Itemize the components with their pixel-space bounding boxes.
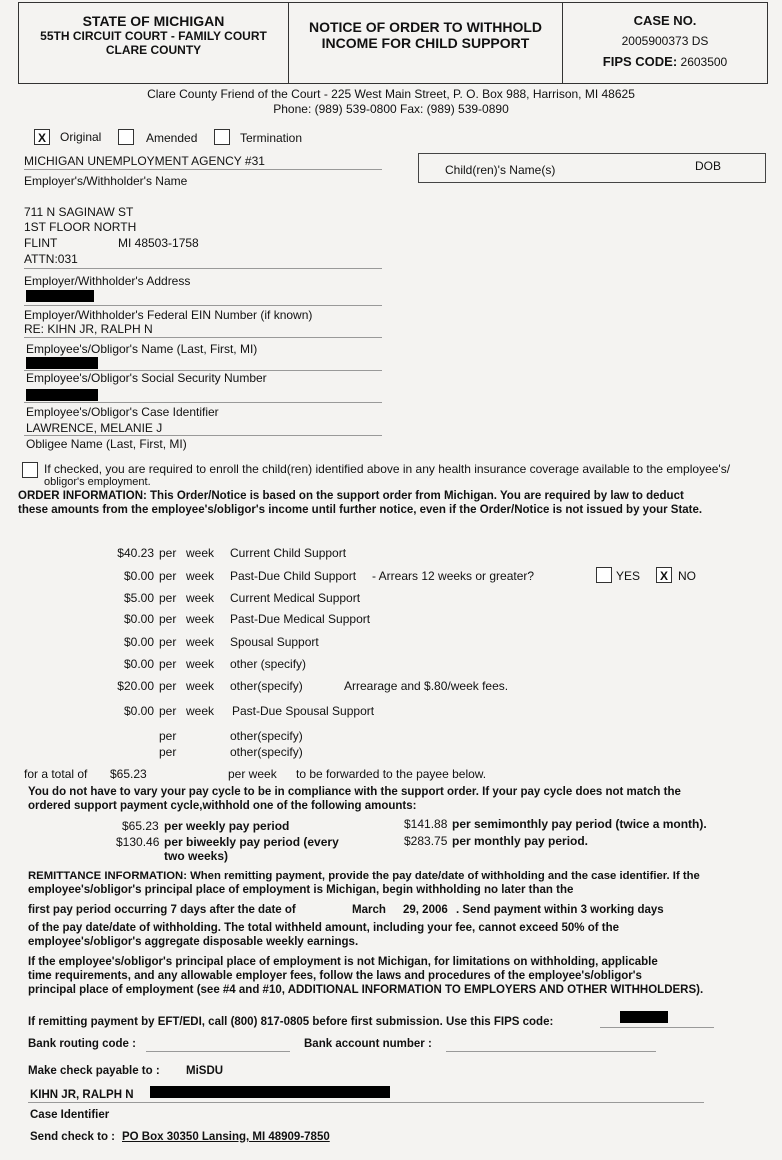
- employer-attn: ATTN:031: [24, 252, 78, 266]
- total-text: to be forwarded to the payee below.: [296, 767, 487, 781]
- payment-desc: other (specify): [230, 657, 307, 671]
- payment-amount: $0.00: [123, 569, 154, 583]
- payment-per: per: [159, 657, 177, 671]
- case-no: 2005900373 DS: [621, 34, 709, 48]
- biweekly-text-2: two weeks): [164, 849, 229, 863]
- payment-desc: Spousal Support: [230, 635, 319, 649]
- payment-amount: $0.00: [123, 657, 154, 671]
- biweekly-amount: $130.46: [116, 835, 160, 849]
- amended-label: Amended: [146, 131, 198, 145]
- ein-label: Employer/Withholder's Federal EIN Number (if known): [24, 308, 313, 322]
- monthly-text: per monthly pay period.: [452, 834, 589, 848]
- payment-desc: Past-Due Spousal Support: [232, 704, 375, 718]
- obligee-name: LAWRENCE, MELANIE J: [26, 421, 163, 435]
- payment-specify: Arrearage and $.80/week fees.: [344, 679, 509, 693]
- payment-per: per: [159, 612, 177, 626]
- payment-per: per: [159, 729, 177, 743]
- payment-desc: Current Medical Support: [230, 591, 361, 605]
- redacted-ein: [26, 290, 94, 302]
- fips-code: 2603500: [680, 55, 728, 69]
- payment-period: week: [186, 591, 215, 605]
- biweekly-text: per biweekly pay period (every: [164, 835, 339, 849]
- title-line-2: INCOME FOR CHILD SUPPORT: [321, 35, 530, 51]
- semimonthly-amount: $141.88: [404, 817, 448, 831]
- payment-per: per: [159, 591, 177, 605]
- remit-first-pay: first pay period occurring 7 days after the date of: [28, 904, 296, 916]
- court-info: [19, 3, 289, 83]
- remit-send: . Send payment within 3 working days: [456, 904, 664, 916]
- payment-desc: Past-Due Medical Support: [230, 612, 371, 626]
- payment-amount: $0.00: [123, 612, 154, 626]
- weekly-amount: $65.23: [122, 819, 159, 833]
- remit-date: 29, 2006: [403, 904, 448, 916]
- health-insurance-checkbox[interactable]: [22, 462, 38, 478]
- payment-amount: $0.00: [123, 704, 154, 718]
- send-check-label: Send check to :: [30, 1131, 115, 1143]
- remit-6: If the employee's/obligor's principal place of employment is not Michigan, for limitations on withholding, applicable: [28, 956, 658, 968]
- redacted-case-id: [26, 389, 98, 401]
- payment-amount: $40.23: [117, 546, 154, 560]
- payment-period: week: [186, 546, 215, 560]
- redacted-check-case: [150, 1086, 390, 1098]
- amended-checkbox[interactable]: [118, 129, 134, 145]
- form-header: [18, 2, 768, 84]
- payment-desc: other(specify): [230, 679, 303, 693]
- payment-per: per: [159, 569, 177, 583]
- order-info-2: these amounts from the employee's/obligor's income until further notice, even if the Order/Notice is not issued by your State.: [18, 504, 703, 516]
- original-checkbox[interactable]: X: [34, 129, 50, 145]
- termination-label: Termination: [240, 131, 303, 145]
- foc-phone: Phone: (989) 539-0800 Fax: (989) 539-0890: [273, 102, 509, 116]
- redacted-ssn: [26, 357, 98, 369]
- weekly-text: per weekly pay period: [164, 819, 290, 833]
- obligee-label: Obligee Name (Last, First, MI): [26, 437, 187, 451]
- payment-per: per: [159, 704, 177, 718]
- arrears-no-label: NO: [678, 569, 696, 583]
- employer-address-label: Employer/Withholder's Address: [24, 274, 191, 288]
- children-names-label: Child(ren)'s Name(s): [445, 163, 556, 177]
- remit-5: employee's/obligor's aggregate disposable weekly earnings.: [28, 936, 359, 948]
- payable-label: Make check payable to :: [28, 1065, 160, 1077]
- total-amount: $65.23: [110, 767, 147, 781]
- court-name: 55TH CIRCUIT COURT - FAMILY COURT: [40, 29, 267, 43]
- payment-period: week: [186, 612, 215, 626]
- case-no-label: CASE NO.: [633, 13, 697, 28]
- employer-name: MICHIGAN UNEMPLOYMENT AGENCY #31: [24, 154, 265, 168]
- semimonthly-text: per semimonthly pay period (twice a month).: [452, 817, 707, 831]
- monthly-amount: $283.75: [404, 834, 448, 848]
- bank-routing-label: Bank routing code :: [28, 1038, 136, 1050]
- arrears-no-checkbox[interactable]: X: [656, 567, 672, 583]
- payment-period: week: [186, 679, 215, 693]
- bank-account-label: Bank account number :: [304, 1038, 432, 1050]
- employer-addr-2: 1ST FLOOR NORTH: [24, 220, 137, 234]
- employer-addr-1: 711 N SAGINAW ST: [24, 205, 134, 219]
- state-name: STATE OF MICHIGAN: [82, 13, 225, 29]
- total-label: for a total of: [24, 767, 88, 781]
- payment-amount: $20.00: [117, 679, 154, 693]
- fips-row: [603, 54, 727, 69]
- arrears-question: - Arrears 12 weeks or greater?: [372, 569, 535, 583]
- eft-text: If remitting payment by EFT/EDI, call (800) 817-0805 before first submission. Use this FIPS code:: [28, 1016, 554, 1028]
- send-check-address: PO Box 30350 Lansing, MI 48909-7850: [122, 1131, 330, 1143]
- payment-desc: Past-Due Child Support: [230, 569, 357, 583]
- employee-re-name: RE: KIHN JR, RALPH N: [24, 322, 153, 336]
- payment-per: per: [159, 635, 177, 649]
- remit-month: March: [352, 904, 386, 916]
- payment-period: week: [186, 657, 215, 671]
- remit-1: REMITTANCE INFORMATION: When remitting payment, provide the pay date/date of withholding and the case identifier. If the: [28, 870, 700, 882]
- remit-8: principal place of employment (see #4 and #10, ADDITIONAL INFORMATION TO EMPLOYERS AND OTHER WITHHOLDERS).: [28, 984, 704, 996]
- payment-per: per: [159, 546, 177, 560]
- title-line-1: NOTICE OF ORDER TO WITHHOLD: [308, 19, 543, 35]
- payment-period: week: [186, 704, 215, 718]
- ssn-label: Employee's/Obligor's Social Security Number: [26, 371, 267, 385]
- payment-desc: other(specify): [230, 745, 303, 759]
- remit-4: of the pay date/date of withholding. The total withheld amount, including your fee, cannot exceed 50% of the: [28, 922, 620, 934]
- redacted-fips: [620, 1011, 668, 1023]
- payment-per: per: [159, 679, 177, 693]
- children-box: [418, 153, 766, 183]
- payment-amount: $0.00: [123, 635, 154, 649]
- employer-city: FLINT: [24, 236, 58, 250]
- original-label: Original: [60, 130, 102, 144]
- payment-desc: Current Child Support: [230, 546, 347, 560]
- health-text-2: obligor's employment.: [44, 476, 151, 488]
- payment-desc: other(specify): [230, 729, 303, 743]
- payment-per: per: [159, 745, 177, 759]
- payment-period: week: [186, 635, 215, 649]
- health-text-1: If checked, you are required to enroll the child(ren) identified above in any health insurance coverage available to the employee's/: [44, 462, 731, 476]
- termination-checkbox[interactable]: [214, 129, 230, 145]
- county-name: CLARE COUNTY: [105, 43, 202, 57]
- employee-case-label: Employee's/Obligor's Case Identifier: [26, 405, 219, 419]
- employee-name-label: Employee's/Obligor's Name (Last, First, MI): [26, 342, 258, 356]
- payable-to: MiSDU: [186, 1065, 224, 1077]
- employer-name-label: Employer's/Withholder's Name: [24, 174, 188, 188]
- foc-address: Clare County Friend of the Court - 225 West Main Street, P. O. Box 988, Harrison, MI 48625: [147, 87, 635, 101]
- arrears-yes-checkbox[interactable]: [596, 567, 612, 583]
- payment-period: week: [186, 569, 215, 583]
- remit-7: time requirements, and any allowable employer fees, follow the laws and procedures of the employee's/obligor's: [28, 970, 642, 982]
- order-info-1: ORDER INFORMATION: This Order/Notice is based on the support order from Michigan. You are required by law to deduct: [18, 490, 684, 502]
- payment-amount: $5.00: [123, 591, 154, 605]
- case-info: [563, 3, 767, 83]
- check-case-label: Case Identifier: [30, 1109, 110, 1121]
- employer-state-zip: MI 48503-1758: [118, 236, 199, 250]
- paycycle-2: ordered support payment cycle,withhold one of the following amounts:: [28, 800, 417, 812]
- children-dob-label: DOB: [695, 159, 722, 173]
- form-title: [289, 3, 563, 83]
- check-employee-name: KIHN JR, RALPH N: [30, 1089, 134, 1101]
- arrears-yes-label: YES: [616, 569, 641, 583]
- remit-2: employee's/obligor's principal place of employment is Michigan, begin withholding no later than the: [28, 884, 574, 896]
- total-per: per week: [228, 767, 277, 781]
- fips-label: FIPS CODE:: [602, 54, 678, 69]
- paycycle-1: You do not have to vary your pay cycle to be in compliance with the support order. If your pay cycle does not match the: [28, 786, 681, 798]
